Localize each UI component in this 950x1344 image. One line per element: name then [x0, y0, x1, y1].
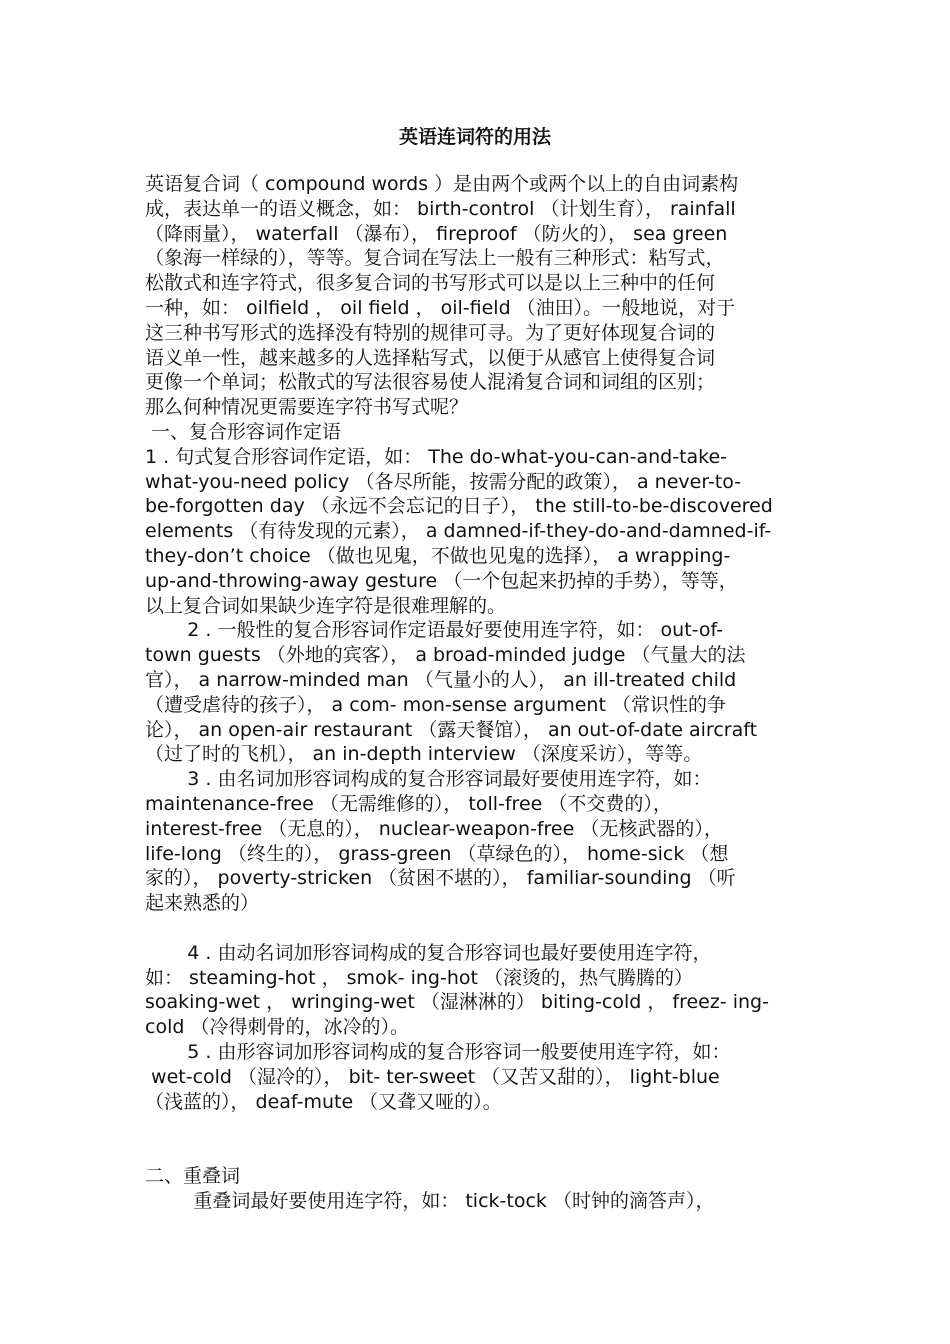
text-line: up-and-throwing-away gesture （一个包起来扔掉的手势），等等，	[145, 569, 738, 592]
text-line: cold （冷得刺骨的，冰冷的）。	[145, 1016, 409, 1039]
text-line: what-you-need policy （各尽所能，按需分配的政策）， a never-to-	[145, 470, 742, 493]
text-line: maintenance-free （无需维修的）， toll-free （不交费的），	[145, 793, 672, 815]
text-line: （遭受虐待的孩子）， a com- mon-sense argument （常识性的争	[145, 693, 726, 716]
text-line: （降雨量）， waterfall （瀑布）， fireproof （防火的）， sea green	[145, 222, 728, 245]
text-line: 以上复合词如果缺少连字符是很难理解的。	[145, 594, 507, 617]
text-line: 更像一个单词；松散式的写法很容易使人混淆复合词和词组的区别；	[145, 371, 716, 394]
text-line: 重叠词最好要使用连字符，如： tick-tock （时钟的滴答声），	[145, 1189, 715, 1212]
text-line: 英语复合词（ compound words ）是由两个或两个以上的自由词素构	[145, 173, 739, 195]
text-line: 1 . 句式复合形容词作定语，如： The do-what-you-can-and-take-	[145, 445, 728, 468]
text-line: 一、复合形容词作定语	[145, 421, 342, 443]
text-line: 论）， an open-air restaurant （露天餐馆）， an out-of-date aircraft	[145, 718, 758, 741]
text-line: 家的）， poverty-stricken （贫困不堪的）， familiar-sounding （听	[145, 867, 736, 890]
text-line: （过了时的飞机）， an in-depth interview （深度采访），等等。	[145, 743, 703, 766]
text-line: 起来熟悉的）	[145, 892, 260, 915]
text-line: 一种，如： oilfield ， oil field ， oil-field （油田）。一般地说，对于	[145, 297, 736, 319]
text-line: （象海一样绿的），等等。复合词在写法上一般有三种形式：粘写式，	[145, 247, 725, 270]
text-line: 5 . 由形容词加形容词构成的复合形容词一般要使用连字符，如：	[145, 1041, 731, 1063]
text-line: 成，表达单一的语义概念，如： birth-control （计划生育）， rainfall	[145, 197, 736, 220]
document-title: 英语连词符的用法	[398, 126, 551, 148]
text-line: 那么何种情况更需要连字符书写式呢？	[145, 396, 469, 419]
text-line: town guests （外地的宾客）， a broad-minded judge （气量大的法	[145, 644, 746, 667]
text-line: life-long （终生的）， grass-green （草绿色的）， home-sick （想	[145, 842, 729, 865]
text-line: 2 . 一般性的复合形容词作定语最好要使用连字符，如： out-of-	[145, 619, 723, 642]
text-line: 如： steaming-hot ， smok- ing-hot （滚烫的，热气腾腾的）	[145, 966, 693, 989]
text-line: 语义单一性，越来越多的人选择粘写式，以便于从感官上使得复合词	[145, 346, 716, 369]
text-line: 官）， a narrow-minded man （气量小的人）， an ill-treated child	[145, 669, 737, 691]
text-line: 这三种书写形式的选择没有特别的规律可寻。为了更好体现复合词的	[145, 321, 716, 344]
text-line: be-forgotten day （永远不会忘记的日子）， the still-to-be-discovered	[145, 495, 773, 518]
text-line: they-don’t choice （做也见鬼，不做也见鬼的选择）， a wrapping-	[145, 545, 731, 567]
text-line: elements （有待发现的元素）， a damned-if-they-do-and-damned-if-	[145, 520, 772, 543]
text-line	[145, 1139, 950, 1164]
text-line	[145, 916, 950, 941]
text-line: soaking-wet ， wringing-wet （湿淋淋的） biting-cold ， freez- ing-	[145, 991, 769, 1014]
text-line: 4 . 由动名词加形容词构成的复合形容词也最好要使用连字符，	[145, 941, 712, 964]
text-line: 松散式和连字符式，很多复合词的书写形式可以是以上三种中的任何	[145, 272, 716, 295]
text-line: interest-free （无息的）， nuclear-weapon-free （无核武器的），	[145, 817, 723, 840]
text-line: 3 . 由名词加形容词构成的复合形容词最好要使用连字符，如：	[145, 768, 712, 791]
text-line: wet-cold （湿冷的）， bit- ter-sweet （又苦又甜的）， light-blue	[145, 1065, 720, 1088]
text-line	[145, 1114, 950, 1139]
text-line: 二、重叠词	[145, 1165, 241, 1187]
text-line: （浅蓝的）， deaf-mute （又聋又哑的）。	[145, 1090, 502, 1113]
